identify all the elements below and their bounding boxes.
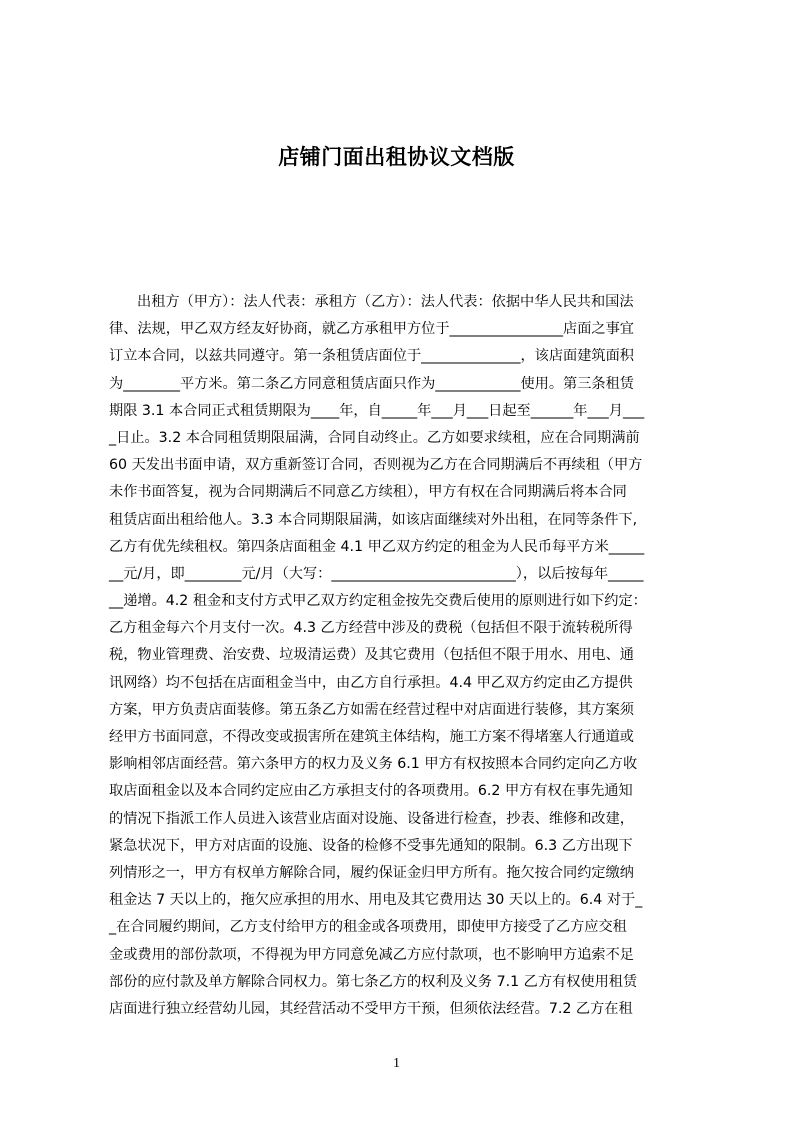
- paragraph-line: 出租方（甲方）：法人代表：承租方（乙方）：法人代表：依据中华人民共和国法: [137, 294, 634, 310]
- paragraph-line: 租金达 7 天以上的，拖欠应承担的用水、用电及其它费用达 30 天以上的。6.4 对于_: [109, 892, 643, 909]
- paragraph-line: 列情形之一，甲方有权单方解除合同，履约保证金归甲方所有。拖欠按合同约定缴纳: [109, 864, 634, 881]
- paragraph-line: 乙方有优先续租权。第四条店面租金 4.1 甲乙双方约定的租金为人民币每平方米_____: [109, 538, 645, 555]
- paragraph-line: 经甲方书面同意，不得改变或损害所在建筑主体结构，施工方案不得堵塞人行通道或: [109, 729, 634, 745]
- paragraph-line: 部份的应付款及单方解除合同权力。第七条乙方的权利及义务 7.1 乙方有权使用租赁: [109, 973, 638, 990]
- paragraph-line: 税，物业管理费、治安费、垃圾清运费）及其它费用（包括但不限于用水、用电、通: [109, 647, 634, 664]
- paragraph-line: __元/月，即________元/月（大写：__________________________），以后按每年_____: [109, 565, 644, 582]
- paragraph-line: 金或费用的部份款项，不得视为甲方同意免减乙方应付款项，也不影响甲方追索不足: [109, 946, 634, 963]
- paragraph-line: 期限 3.1 本合同正式租赁期限为____年，自_____年___月___日起至______年___月___: [109, 402, 645, 419]
- paragraph-line: 租赁店面出租给他人。3.3 本合同期限届满，如该店面继续对外出租，在同等条件下,: [109, 511, 638, 528]
- paragraph-line: _在合同履约期间，乙方支付给甲方的租金或各项费用，即使甲方接受了乙方应交租: [109, 919, 627, 936]
- paragraph-line: 订立本合同，以兹共同遵守。第一条租赁店面位于______________，该店面建筑面积: [109, 348, 634, 365]
- paragraph-line: _日止。3.2 本合同租赁期限届满，合同自动终止。乙方如要求续租，应在合同期满前: [109, 429, 640, 446]
- paragraph-line: 为________平方米。第二条乙方同意租赁店面只作为____________使用。第三条租赁: [109, 375, 634, 392]
- paragraph-line: __递增。4.2 租金和支付方式甲乙双方约定租金按先交费后使用的原则进行如下约定：: [109, 593, 647, 610]
- page-number: 1: [393, 1056, 400, 1071]
- paragraph-line: 未作书面答复，视为合同期满后不同意乙方续租），甲方有权在合同期满后将本合同: [109, 484, 627, 501]
- paragraph-line: 律、法规，甲乙双方经友好协商，就乙方承租甲方位于________________店面之事宜: [109, 321, 634, 338]
- paragraph-line: 店面进行独立经营幼儿园，其经营活动不受甲方干预，但须依法经营。7.2 乙方在租: [109, 1000, 633, 1017]
- paragraph-line: 取店面租金以及本合同约定应由乙方承担支付的各项费用。6.2 甲方有权在事先通知: [109, 783, 633, 800]
- paragraph-line: 方案，甲方负责店面装修。第五条乙方如需在经营过程中对店面进行装修，其方案须: [109, 701, 634, 718]
- document-body: [109, 289, 701, 1017]
- paragraph-line: 60 天发出书面申请，双方重新签订合同，否则视为乙方在合同期满后不再续租（甲方: [109, 457, 643, 474]
- paragraph-line: 的情况下指派工作人员进入该营业店面对设施、设备进行检查，抄表、维修和改建，: [109, 810, 634, 827]
- paragraph-line: 紧急状况下，甲方对店面的设施、设备的检修不受事先通知的限制。6.3 乙方出现下: [109, 837, 633, 854]
- document-title: 店铺门面出租协议文档版: [278, 145, 515, 169]
- paragraph-line: 影响相邻店面经营。第六条甲方的权力及义务 6.1 甲方有权按照本合同约定向乙方收: [109, 756, 638, 773]
- paragraph-line: 讯网络）均不包括在店面租金当中，由乙方自行承担。4.4 甲乙双方约定由乙方提供: [109, 674, 633, 691]
- paragraph-line: 乙方租金每六个月支付一次。4.3 乙方经营中涉及的费税（包括但不限于流转税所得: [109, 620, 633, 637]
